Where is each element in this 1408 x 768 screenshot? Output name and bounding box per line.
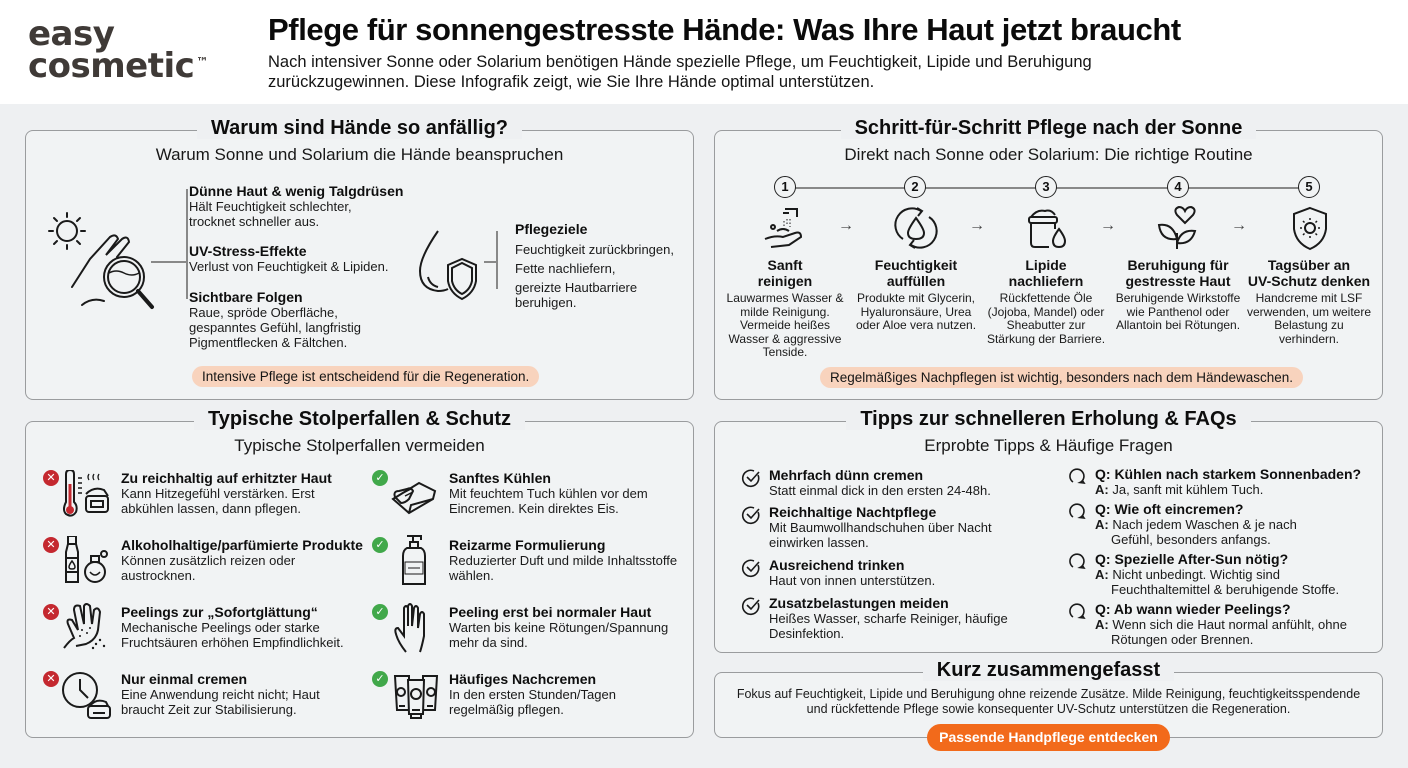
step-desc: Produkte mit Glycerin, Hyaluronsäure, Urea oder Aloe vera nutzen. (855, 291, 977, 332)
faq-item (1095, 501, 1335, 547)
step-title (720, 257, 850, 289)
steps-panel (714, 117, 1383, 400)
step-title (1113, 257, 1243, 289)
protection-text: Mit feuchtem Tuch kühlen vor dem Eincremen. Kein direktes Eis. (449, 486, 648, 516)
why-subtitle: Warum Sonne und Solarium die Hände beanspruchen (155, 145, 564, 164)
pitfall-text: Kann Hitzegefühl verstärken. Erst abkühlen lassen, dann pflegen. (121, 486, 315, 516)
drop-refresh-icon (893, 205, 939, 251)
hand-towel-icon (389, 477, 439, 519)
check-badge-icon: ✓ (372, 671, 388, 687)
goals-block (515, 221, 685, 310)
page-subtitle: Nach intensiver Sonne oder Solarium benötigen Hände spezielle Pflege, um Feuchtigkeit, Lipide und Beruhigung zurückzugewinnen. Diese Infografik zeigt, wie Sie Ihre Hände optimal unterstützen. (268, 53, 1092, 91)
step-number: 4 (1167, 176, 1189, 198)
why-highlight-pill: Intensive Pflege ist entscheidend für die Regeneration. (192, 366, 539, 387)
steps-title: Schritt-für-Schritt Pflege nach der Sonne (841, 117, 1257, 139)
faq-answer: Nach jedem Waschen & je nach Gefühl, besonders anfangs. (1111, 517, 1297, 547)
connector-line (484, 261, 496, 263)
tip-heading: Ausreichend trinken (769, 557, 905, 573)
step-desc: Rückfettende Öle (Jojoba, Mandel) oder Sheabutter zur Stärkung der Barriere. (986, 291, 1106, 346)
error-icon: ✕ (43, 604, 59, 620)
faq-answer-label: A: (1095, 517, 1109, 532)
arrow-icon: → (1100, 217, 1116, 234)
hand-washing-icon (761, 205, 807, 251)
step-title-line: UV-Schutz denken (1247, 273, 1371, 289)
check-badge-icon: ✓ (372, 537, 388, 553)
step-title-line: Tagsüber an (1267, 257, 1351, 273)
pitfall-text: Können zusätzlich reizen oder austrocknen. (121, 553, 296, 583)
protection-item (449, 604, 699, 650)
step-number: 1 (774, 176, 796, 198)
goal-item: gereizte Hautbarriere beruhigen. (515, 280, 638, 310)
step-title-line: auffüllen (886, 273, 946, 289)
faq-answer-label: A: (1095, 482, 1109, 497)
protection-text: In den ersten Stunden/Tagen regelmäßig pflegen. (449, 687, 616, 717)
sun-hand-magnifier-icon (42, 209, 162, 319)
tip-heading: Reichhaltige Nachtpflege (769, 504, 937, 520)
step-title (981, 257, 1111, 289)
protection-item (449, 671, 699, 717)
protection-heading: Häufiges Nachcremen (449, 671, 597, 687)
protection-text: Warten bis keine Rötungen/Spannung mehr da sind. (449, 620, 669, 650)
pitfall-item (121, 671, 381, 717)
pitfalls-title: Typische Stolperfallen & Schutz (194, 408, 525, 430)
pitfall-heading: Zu reichhaltig auf erhitzter Haut (121, 470, 332, 486)
bracket-line (186, 189, 188, 299)
logo-line-2: cosmetic (28, 46, 195, 86)
logo-line-1: easy (28, 14, 115, 54)
error-icon: ✕ (43, 671, 59, 687)
check-badge-icon: ✓ (372, 604, 388, 620)
connector-line (151, 261, 187, 263)
error-icon: ✕ (43, 470, 59, 486)
sun-shield-icon (1288, 205, 1332, 251)
tip-item (769, 557, 1039, 588)
why-item (189, 183, 429, 229)
cream-jar-drop-icon (1023, 205, 1069, 251)
pitfall-heading: Alkoholhaltige/parfümierte Produkte (121, 537, 363, 553)
pitfalls-subtitle: Typische Stolperfallen vermeiden (234, 436, 485, 455)
step-title-line: reinigen (757, 273, 813, 289)
tip-item (769, 595, 1019, 641)
check-circle-icon (741, 558, 761, 578)
step-title (851, 257, 981, 289)
trademark-symbol: ™ (196, 55, 208, 69)
step-number: 2 (904, 176, 926, 198)
leaf-heart-icon (1155, 205, 1201, 251)
tip-heading: Mehrfach dünn cremen (769, 467, 924, 483)
error-icon: ✕ (43, 537, 59, 553)
tip-text: Haut von innen unterstützen. (769, 573, 936, 588)
step-title-line: nachliefern (1008, 273, 1084, 289)
discover-hand-care-button[interactable]: Passende Handpflege entdecken (927, 724, 1170, 751)
why-item-text: Verlust von Feuchtigkeit & Lipiden. (189, 259, 389, 274)
protection-heading: Peeling erst bei normaler Haut (449, 604, 652, 620)
why-item-text: Raue, spröde Oberfläche, gespanntes Gefühl, langfristig Pigmentflecken & Fältchen. (189, 305, 361, 350)
pitfall-heading: Nur einmal cremen (121, 671, 248, 687)
tip-heading: Zusatzbelastungen meiden (769, 595, 949, 611)
step-desc: Lauwarmes Wasser & milde Reinigung. Vermeide heißes Wasser & aggressive Tenside. (726, 291, 844, 359)
goals-heading: Pflegeziele (515, 221, 588, 237)
pitfall-heading: Peelings zur „Sofortglättung“ (121, 604, 318, 620)
step-title-line: gestresste Haut (1125, 273, 1231, 289)
step-number: 3 (1035, 176, 1057, 198)
faq-item (1095, 601, 1355, 647)
why-item-heading: Sichtbare Folgen (189, 289, 303, 305)
check-badge-icon: ✓ (372, 470, 388, 486)
pitfall-item (121, 470, 381, 516)
faq-question: Q: Kühlen nach starkem Sonnenbaden? (1095, 466, 1362, 482)
arrow-icon: → (969, 217, 985, 234)
bracket-line (496, 231, 498, 289)
speech-bubble-icon (1068, 502, 1086, 520)
tip-text: Statt einmal dick in den ersten 24-48h. (769, 483, 991, 498)
cream-tubes-icon (391, 672, 441, 720)
goal-item: Fette nachliefern, (515, 261, 616, 276)
tips-title: Tipps zur schnelleren Erholung & FAQs (846, 408, 1250, 430)
faq-question: Q: Wie oft eincremen? (1095, 501, 1244, 517)
check-circle-icon (741, 505, 761, 525)
tips-panel (714, 408, 1383, 653)
check-circle-icon (741, 596, 761, 616)
why-item-text: Hält Feuchtigkeit schlechter, trocknet schneller aus. (189, 199, 352, 229)
why-item-heading: Dünne Haut & wenig Talgdrüsen (189, 183, 404, 199)
why-item (189, 243, 429, 274)
summary-text: Fokus auf Feuchtigkeit, Lipide und Beruhigung ohne reizende Zusätze. Milde Reinigung, feuchtigkeitsspendende und rückfettende Pflege sowie konsequenter UV-Schutz unterstützen die Regeneration. (736, 687, 1361, 716)
why-item (189, 289, 379, 350)
faq-answer-label: A: (1095, 617, 1109, 632)
step-desc: Beruhigende Wirkstoffe wie Panthenol oder Allantoin bei Rötungen. (1115, 291, 1241, 332)
faq-answer: Ja, sanft mit kühlem Tuch. (1112, 482, 1264, 497)
tip-text: Mit Baumwollhandschuhen über Nacht einwirken lassen. (769, 520, 992, 550)
faq-question: Q: Spezielle After-Sun nötig? (1095, 551, 1289, 567)
summary-title: Kurz zusammengefasst (923, 659, 1174, 681)
faq-answer: Wenn sich die Haut normal anfühlt, ohne Rötungen oder Brennen. (1111, 617, 1347, 647)
clock-cream-icon (60, 670, 112, 720)
pitfalls-panel (25, 408, 694, 738)
faq-answer: Nicht unbedingt. Wichtig sind Feuchthaltemittel & beruhigende Stoffe. (1111, 567, 1340, 597)
speech-bubble-icon (1068, 602, 1086, 620)
header (0, 0, 1408, 104)
drop-shield-icon (414, 227, 484, 307)
pump-bottle-icon (399, 534, 433, 586)
why-panel (25, 117, 694, 400)
speech-bubble-icon (1068, 552, 1086, 570)
open-hand-icon (392, 602, 432, 654)
faq-item (1095, 551, 1345, 597)
bottle-perfume-icon (60, 536, 112, 586)
faq-answer-label: A: (1095, 567, 1109, 582)
protection-heading: Sanftes Kühlen (449, 470, 551, 486)
page-title: Pflege für sonnengestresste Hände: Was Ihre Haut jetzt braucht (268, 12, 1181, 47)
tip-item (769, 504, 999, 550)
pitfall-text: Mechanische Peelings oder starke Fruchtsäuren erhöhen Empfindlichkeit. (121, 620, 344, 650)
pitfall-item (121, 537, 381, 583)
arrow-icon: → (838, 217, 854, 234)
thermometer-cream-icon (60, 470, 112, 520)
pitfall-item (121, 604, 381, 650)
steps-highlight-pill: Regelmäßiges Nachpflegen ist wichtig, besonders nach dem Händewaschen. (820, 367, 1303, 388)
check-circle-icon (741, 468, 761, 488)
hand-scrub-icon (60, 600, 112, 650)
arrow-icon: → (1231, 217, 1247, 234)
steps-subtitle: Direkt nach Sonne oder Solarium: Die richtige Routine (844, 145, 1253, 164)
brand-logo (28, 14, 208, 86)
protection-item (449, 537, 699, 583)
step-title (1244, 257, 1374, 289)
tip-item (769, 467, 1039, 498)
protection-item (449, 470, 699, 516)
faq-question: Q: Ab wann wieder Peelings? (1095, 601, 1291, 617)
step-title-line: Feuchtigkeit (874, 257, 958, 273)
step-title-line: Beruhigung für (1127, 257, 1229, 273)
step-number: 5 (1298, 176, 1320, 198)
faq-item (1095, 466, 1365, 497)
tip-text: Heißes Wasser, scharfe Reiniger, häufige Desinfektion. (769, 611, 1008, 641)
pitfall-text: Eine Anwendung reicht nicht; Haut braucht Zeit zur Stabilisierung. (121, 687, 320, 717)
step-desc: Handcreme mit LSF verwenden, um weitere Belastung zu verhindern. (1246, 291, 1372, 346)
tips-subtitle: Erprobte Tipps & Häufige Fragen (924, 436, 1173, 455)
step-title-line: Lipide (1025, 257, 1067, 273)
why-item-heading: UV-Stress-Effekte (189, 243, 307, 259)
protection-text: Reduzierter Duft und milde Inhaltsstoffe wählen. (449, 553, 678, 583)
speech-bubble-icon (1068, 467, 1086, 485)
step-title-line: Sanft (767, 257, 803, 273)
goal-item: Feuchtigkeit zurückbringen, (515, 242, 674, 257)
protection-heading: Reizarme Formulierung (449, 537, 606, 553)
why-title: Warum sind Hände so anfällig? (197, 117, 522, 139)
